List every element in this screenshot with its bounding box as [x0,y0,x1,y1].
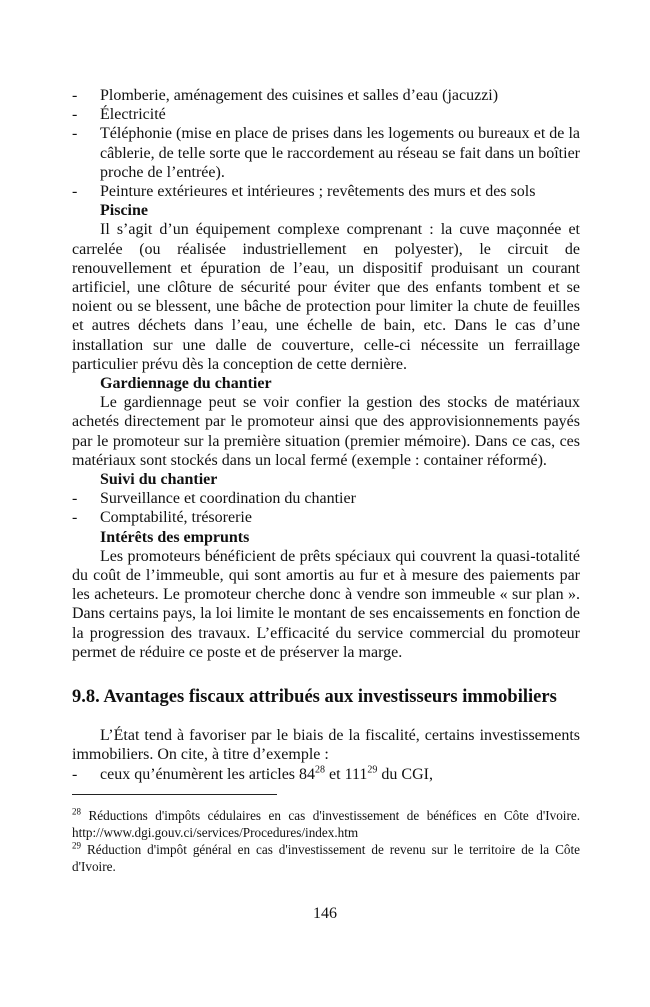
footnote-divider [72,794,277,795]
footnote-ref: 29 [367,764,378,776]
section-title: 9.8. Avantages fiscaux attribués aux investisseurs immobiliers [72,687,557,708]
list-item: - Électricité [72,106,166,124]
footnote-text: Réductions d'impôts cédulaires en cas d'investissement de bénéfices en Côte d'Ivoire. http://www.dgi.gouv.ci/services/Procedures/index.htm [72,807,580,840]
list-item-text: ceux qu’énumèrent les articles $84^{28}$ et $111^{29}$ du CGI, [100,764,433,783]
footnote [72,841,580,875]
list-item-text: Plomberie, aménagement des cuisines et salles d’eau (jacuzzi) [100,87,499,104]
list-item: - Plomberie, aménagement des cuisines et salles d’eau (jacuzzi) [72,87,499,104]
list-item: - Peinture extérieures et intérieures ; revêtements des murs et des sols [72,183,536,201]
heading-piscine: Piscine [100,202,148,220]
list-item-text: Comptabilité, trésorerie [100,509,252,527]
list-item: - Comptabilité, trésorerie [72,509,252,527]
list-item-text: Surveillance et coordination du chantier [100,490,356,508]
heading-gardiennage: Gardiennage du chantier [100,375,272,393]
list-item-text: Téléphonie (mise en place de prises dans les logements ou bureaux et de la câblerie, de telle sorte que le raccordement au réseau se fait dans un boîtier proche de l’entrée). [100,125,580,181]
heading-suivi: Suivi du chantier [100,471,218,489]
footnote [72,807,580,841]
footnote-text: Réduction d'impôt général en cas d'investissement de revenu sur le territoire de la Côte d'Ivoire. [72,841,581,874]
page-body [72,86,580,875]
footnote-number: 28 [72,806,81,817]
list-item-text: Électricité [100,106,166,124]
list-item: - Surveillance et coordination du chantier [72,490,356,508]
section-intro: L’État tend à favoriser par le biais de la fiscalité, certains investissements immobiliers. On cite, à titre d’exemple : [72,727,580,764]
page-number: 146 [313,905,337,922]
paragraph-interets: Les promoteurs bénéficient de prêts spéciaux qui couvrent la quasi-totalité du coût de l’immeuble, qui sont amortis au fur et à mesure des paiements par les acheteurs. Le promoteur cherche donc à vendre son immeuble « sur plan ». Dans certains pays, la loi limite le montant de ses encaissements en fonction de la progression des travaux. L’efficacité du service commercial du promoteur permet de réduire ce poste et de préserver la marge. [72,547,580,661]
paragraph-gardiennage: Le gardiennage peut se voir confier la gestion des stocks de matériaux achetés directement par le promoteur ainsi que des approvisionnements payés par le promoteur sur la première situation (premier mémoire). Dans ce cas, ces matériaux sont stockés dans un local fermé (exemple : container réformé). [72,394,580,469]
paragraph-piscine: Il s’agit d’un équipement complexe comprenant : la cuve maçonnée et carrelée (ou réalisée industriellement en polyester), le circuit de renouvellement et épuration de l’eau, un dispositif produisant un courant artificiel, une clôture de sécurité pour éviter que des enfants tombent et se noient ou se blessent, une bâche de protection pour limiter la chute de feuilles et autres déchets dans l’eau, une échelle de bain, etc. Dans le cas d’une installation sur une dalle de couverture, celle-ci nécessite un ferraillage particulier prévu dès la conception de cette dernière. [72,221,580,373]
list-item: - Téléphonie (mise en place de prises dans les logements ou bureaux et de la câblerie, de telle sorte que le raccordement au réseau se fait dans un boîtier proche de l’entrée). [72,125,580,181]
footnote-ref: 28 [315,764,326,776]
list-item-text: Peinture extérieures et intérieures ; revêtements des murs et des sols [100,183,536,201]
list-item: - ceux qu’énumèrent les articles $84^{28}$ et $111^{29}$ du CGI, [72,764,433,783]
heading-interets: Intérêts des emprunts [100,528,250,546]
footnote-number: 29 [72,840,81,851]
